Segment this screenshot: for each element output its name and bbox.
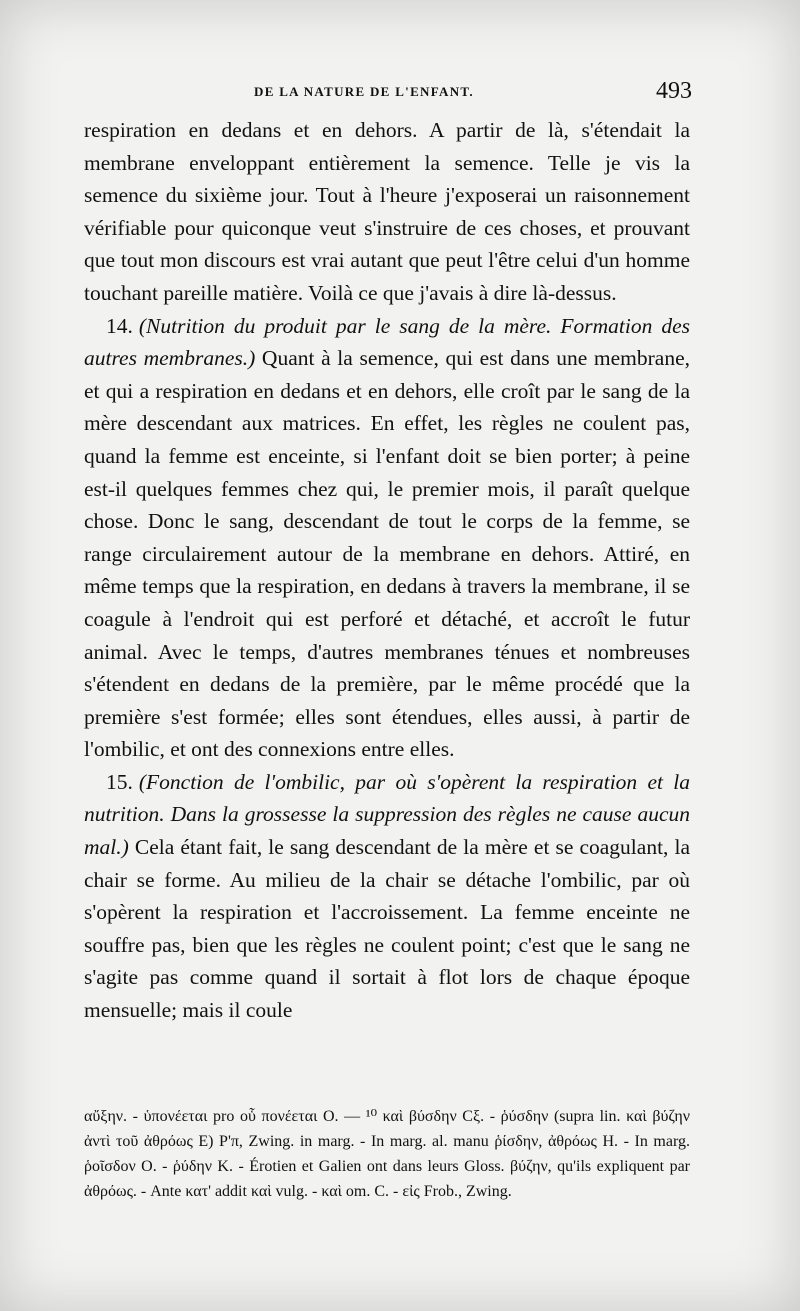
critical-apparatus-notes: αὔξην. - ὑπονέεται pro οὗ πονέεται O. — ¹⁰ καὶ βύσδην Cξ. - ῥύσδην (supra lin. καὶ βύζην ἀντὶ τοῦ ἀθρόως E) P'π, Zwing. in marg. - In marg. al. manu ῥίσδην, ἀθρόως H. - In marg. ῥοῖσδον O. - ῥύδην K. - Érotien et Galien ont dans leurs Gloss. βύζην, qu'ils expliquent par ἀθρόως. - Ante κατ' addit καὶ vulg. - καὶ om. C. - εἰς Frob., Zwing. <box>84 1108 690 1200</box>
section-text: Quant à la semence, qui est dans une membrane, et qui a respiration en dedans et en dehors, elle croît par le sang de la mère descendant aux matrices. En effet, les règles ne coulent pas, quand la femme est enceinte, si l'enfant doit se bien porter; à peine est-il quelques femmes chez qui, le premier mois, il paraît quelque chose. Donc le sang, descendant de tout le corps de la femme, se range circulairement autour de la membrane en dehors. Attiré, en même temps que la respiration, en dedans à travers la membrane, il se coagule à l'endroit qui est perforé et détaché, et accroît le futur animal. Avec le temps, d'autres membranes ténues et nombreuses s'étendent en dedans de la première, par le même procédé que la première s'est formée; elles sont étendues, elles aussi, à partir de l'ombilic, et ont des connexions entre elles. <box>84 346 691 762</box>
running-head <box>84 78 692 108</box>
section-14 <box>84 310 690 766</box>
paragraph-continuation: respiration en dedans et en dehors. A partir de là, s'étendait la membrane enveloppant entièrement la semence. Telle je vis la semence du sixième jour. Tout à l'heure j'exposerai un raisonnement vérifiable pour quiconque veut s'instruire de ces choses, et prouvant que tout mon discours est vrai autant que peut l'être celui d'un homme touchant pareille matière. Voilà ce que j'avais à dire là-dessus. <box>84 118 690 305</box>
running-title: DE LA NATURE DE L'ENFANT. <box>254 84 474 99</box>
section-number: 14. <box>106 313 133 338</box>
section-heading: (Fonction de l'ombilic, par où s'opèrent la respiration et la nutrition. Dans la grossesse la suppression des règles ne cause aucun mal.) <box>84 769 690 860</box>
section-text: Cela étant fait, le sang descendant de la mère et se coagulant, la chair se forme. Au milieu de la chair se détache l'ombilic, par où s'opèrent la respiration et l'accroissement. La femme enceinte ne souffre pas, bien que les règles ne coulent point; c'est que le sang ne s'agite pas comme quand il sortait à flot lors de chaque époque mensuelle; mais il coule <box>84 835 691 1023</box>
section-heading: (Nutrition du produit par le sang de la mère. Formation des autres membranes.) <box>84 313 690 371</box>
main-text <box>84 114 690 1027</box>
page-number: 493 <box>656 78 692 104</box>
section-15 <box>84 766 690 1027</box>
section-number: 15. <box>106 769 133 794</box>
